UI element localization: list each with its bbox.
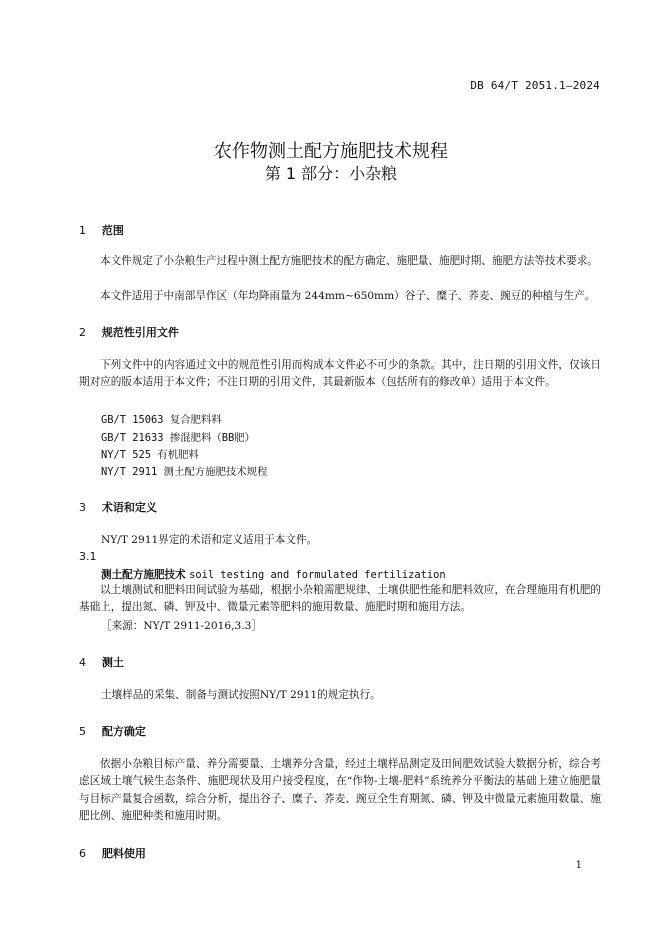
reference-item: GB/T 21633 掺混肥料（BB肥） [101,432,256,444]
document-title: 农作物测土配方施肥技术规程 [214,141,448,162]
section-number: 6 [79,847,86,860]
paragraph: 本文件规定了小杂粮生产过程中测土配方施肥技术的配方确定、施肥量、施肥时期、施肥方法等技术要求。 [100,255,598,267]
reference-item: GB/T 15063 复合肥料料 [101,414,222,426]
section-title: 规范性引用文件 [101,326,179,339]
term-definition: 以土壤测试和肥料田间试验为基础，根据小杂粮需肥规律、土壤供肥性能和肥料效应，在合理施用有机肥的基础上，提出氮、磷、钾及中、微量元素等肥料的施用数量、施肥时期和施用方法。 [79,584,601,614]
section-number: 5 [79,725,86,738]
paragraph: 土壤样品的采集、制备与测试按照NY/T 2911的规定执行。 [101,689,381,701]
section-heading-3 [79,499,157,515]
section-heading-4 [79,654,124,670]
section-heading-6 [79,845,146,861]
section-title: 测土 [101,656,124,669]
section-heading-5 [79,723,146,739]
paragraph: 下列文件中的内容通过文中的规范性引用而构成本文件必不可少的条款。其中，注日期的引用文件，仅该日期对应的版本适用于本文件；不注日期的引用文件，其最新版本（包括所有的修改单）适用于本文件。 [79,359,601,389]
paragraph: 依据小杂粮目标产量、养分需要量、土壤养分含量，经过土壤样品测定及田间肥效试验大数据分析，综合考虑区域土壤气候生态条件、施肥现状及用户接受程度，在“作物-土壤-肥料”系统养分平衡法的基础上建立施肥量与目标产量复合函数，综合分析，提出谷子、糜子、荞麦、豌豆全生育期氮、磷、钾及中微量元素施用数量、施肥比例、施肥种类和施用时期。 [79,758,601,822]
document-subtitle: 第 1 部分：小杂粮 [264,164,398,183]
term-chinese: 测土配方施肥技术 [101,569,186,581]
paragraph: NY/T 2911界定的术语和定义适用于本文件。 [101,534,318,546]
section-title: 范围 [101,224,124,237]
standard-code: DB 64/T 2051.1—2024 [470,79,600,92]
section-number: 4 [79,656,86,669]
section-title: 配方确定 [101,725,146,738]
section-number: 3 [79,501,86,514]
section-title: 肥料使用 [101,847,146,860]
section-heading-1 [79,222,124,238]
subsection-number: 3.1 [79,550,97,563]
section-title: 术语和定义 [101,501,157,514]
term-english: soil testing and formulated fertilization [189,569,446,581]
page-number: 1 [575,860,582,871]
paragraph: 本文件适用于中南部旱作区（年均降雨量为 244mm~650mm）谷子、糜子、荞麦、豌豆的种植与生产。 [100,290,596,302]
section-heading-2 [79,324,179,340]
reference-item: NY/T 525 有机肥料 [101,449,199,461]
section-number: 1 [79,224,86,237]
term-source: ［来源：NY/T 2911-2016,3.3］ [101,620,262,632]
term-entry [101,567,446,582]
section-number: 2 [79,326,86,339]
reference-item: NY/T 2911 测土配方施肥技术规程 [101,466,268,478]
